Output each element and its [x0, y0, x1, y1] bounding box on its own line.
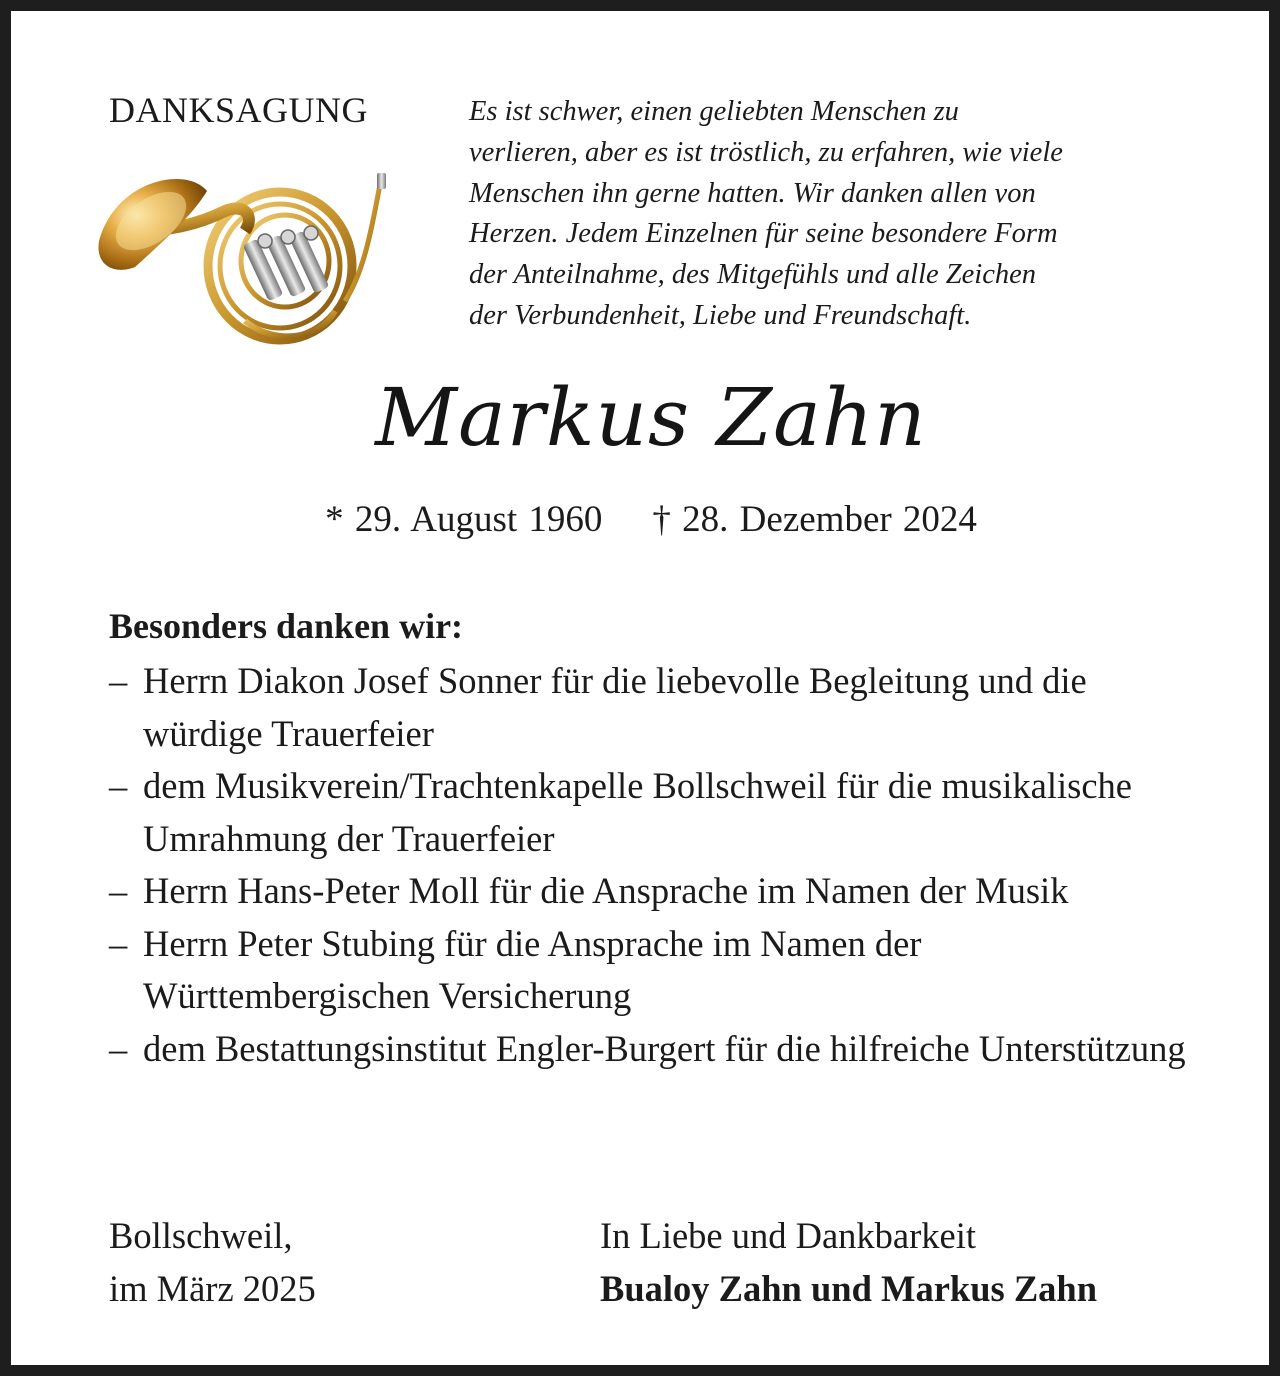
valve-group [243, 226, 330, 301]
life-dates [11, 498, 1280, 541]
birth-date: * 29. August 1960 [325, 499, 603, 540]
thanks-item [109, 760, 1209, 865]
thanks-list [109, 655, 1209, 1075]
french-horn-icon [95, 171, 391, 351]
dash: – [109, 1027, 128, 1069]
intro-line: Herzen. Jedem Einzelnen für seine besondere Form [469, 218, 1058, 250]
thanks-item-text: Herrn Hans-Peter Moll für die Ansprache im Namen der Musik [143, 870, 1069, 911]
dash: – [109, 870, 128, 911]
signers: Bualoy Zahn und Markus Zahn [600, 1268, 1098, 1309]
thanks-item [109, 918, 1209, 1023]
place-date [109, 1209, 316, 1315]
closing [600, 1209, 1097, 1315]
place-month: im März 2025 [109, 1268, 316, 1309]
intro-line: der Anteilnahme, des Mitgefühls und alle Zeichen [469, 259, 1036, 291]
thanks-title: Besonders danken wir: [109, 606, 464, 646]
dash: – [109, 922, 128, 964]
thanks-item-text: dem Bestattungsinstitut Engler-Burgert für die hilfreiche Unterstützung [143, 1027, 1186, 1069]
intro-line: verlieren, aber es ist tröstlich, zu erfahren, wie viele [469, 136, 1063, 168]
intro-line: der Verbundenheit, Liebe und Freundschaft. [469, 299, 972, 331]
thanks-item [109, 655, 1209, 760]
thanks-item [109, 1023, 1209, 1076]
intro-line: Menschen ihn gerne hatten. Wir danken allen von [469, 177, 1036, 209]
thanks-item [109, 865, 1209, 918]
intro-line: Es ist schwer, einen geliebten Menschen zu [469, 96, 959, 127]
deceased-name: Markus Zahn [375, 371, 927, 464]
closing-phrase: In Liebe und Dankbarkeit [600, 1215, 977, 1256]
dash: – [109, 765, 128, 806]
heading: DANKSAGUNG [109, 90, 369, 130]
thanks-item-text: dem Musikverein/Trachtenkapelle Bollschweil für die musikalische Umrahmung der Trauerfeier [143, 765, 1132, 859]
place-city: Bollschweil, [109, 1215, 293, 1256]
death-date: † 28. Dezember 2024 [652, 499, 977, 540]
thanks-item-text: Herrn Peter Stubing für die Ansprache im Namen der Württembergischen Versicherung [143, 922, 922, 1016]
dash: – [109, 660, 128, 701]
intro-text [469, 92, 1209, 337]
thanks-item-text: Herrn Diakon Josef Sonner für die liebevolle Begleitung und die würdige Trauerfeier [143, 660, 1087, 754]
